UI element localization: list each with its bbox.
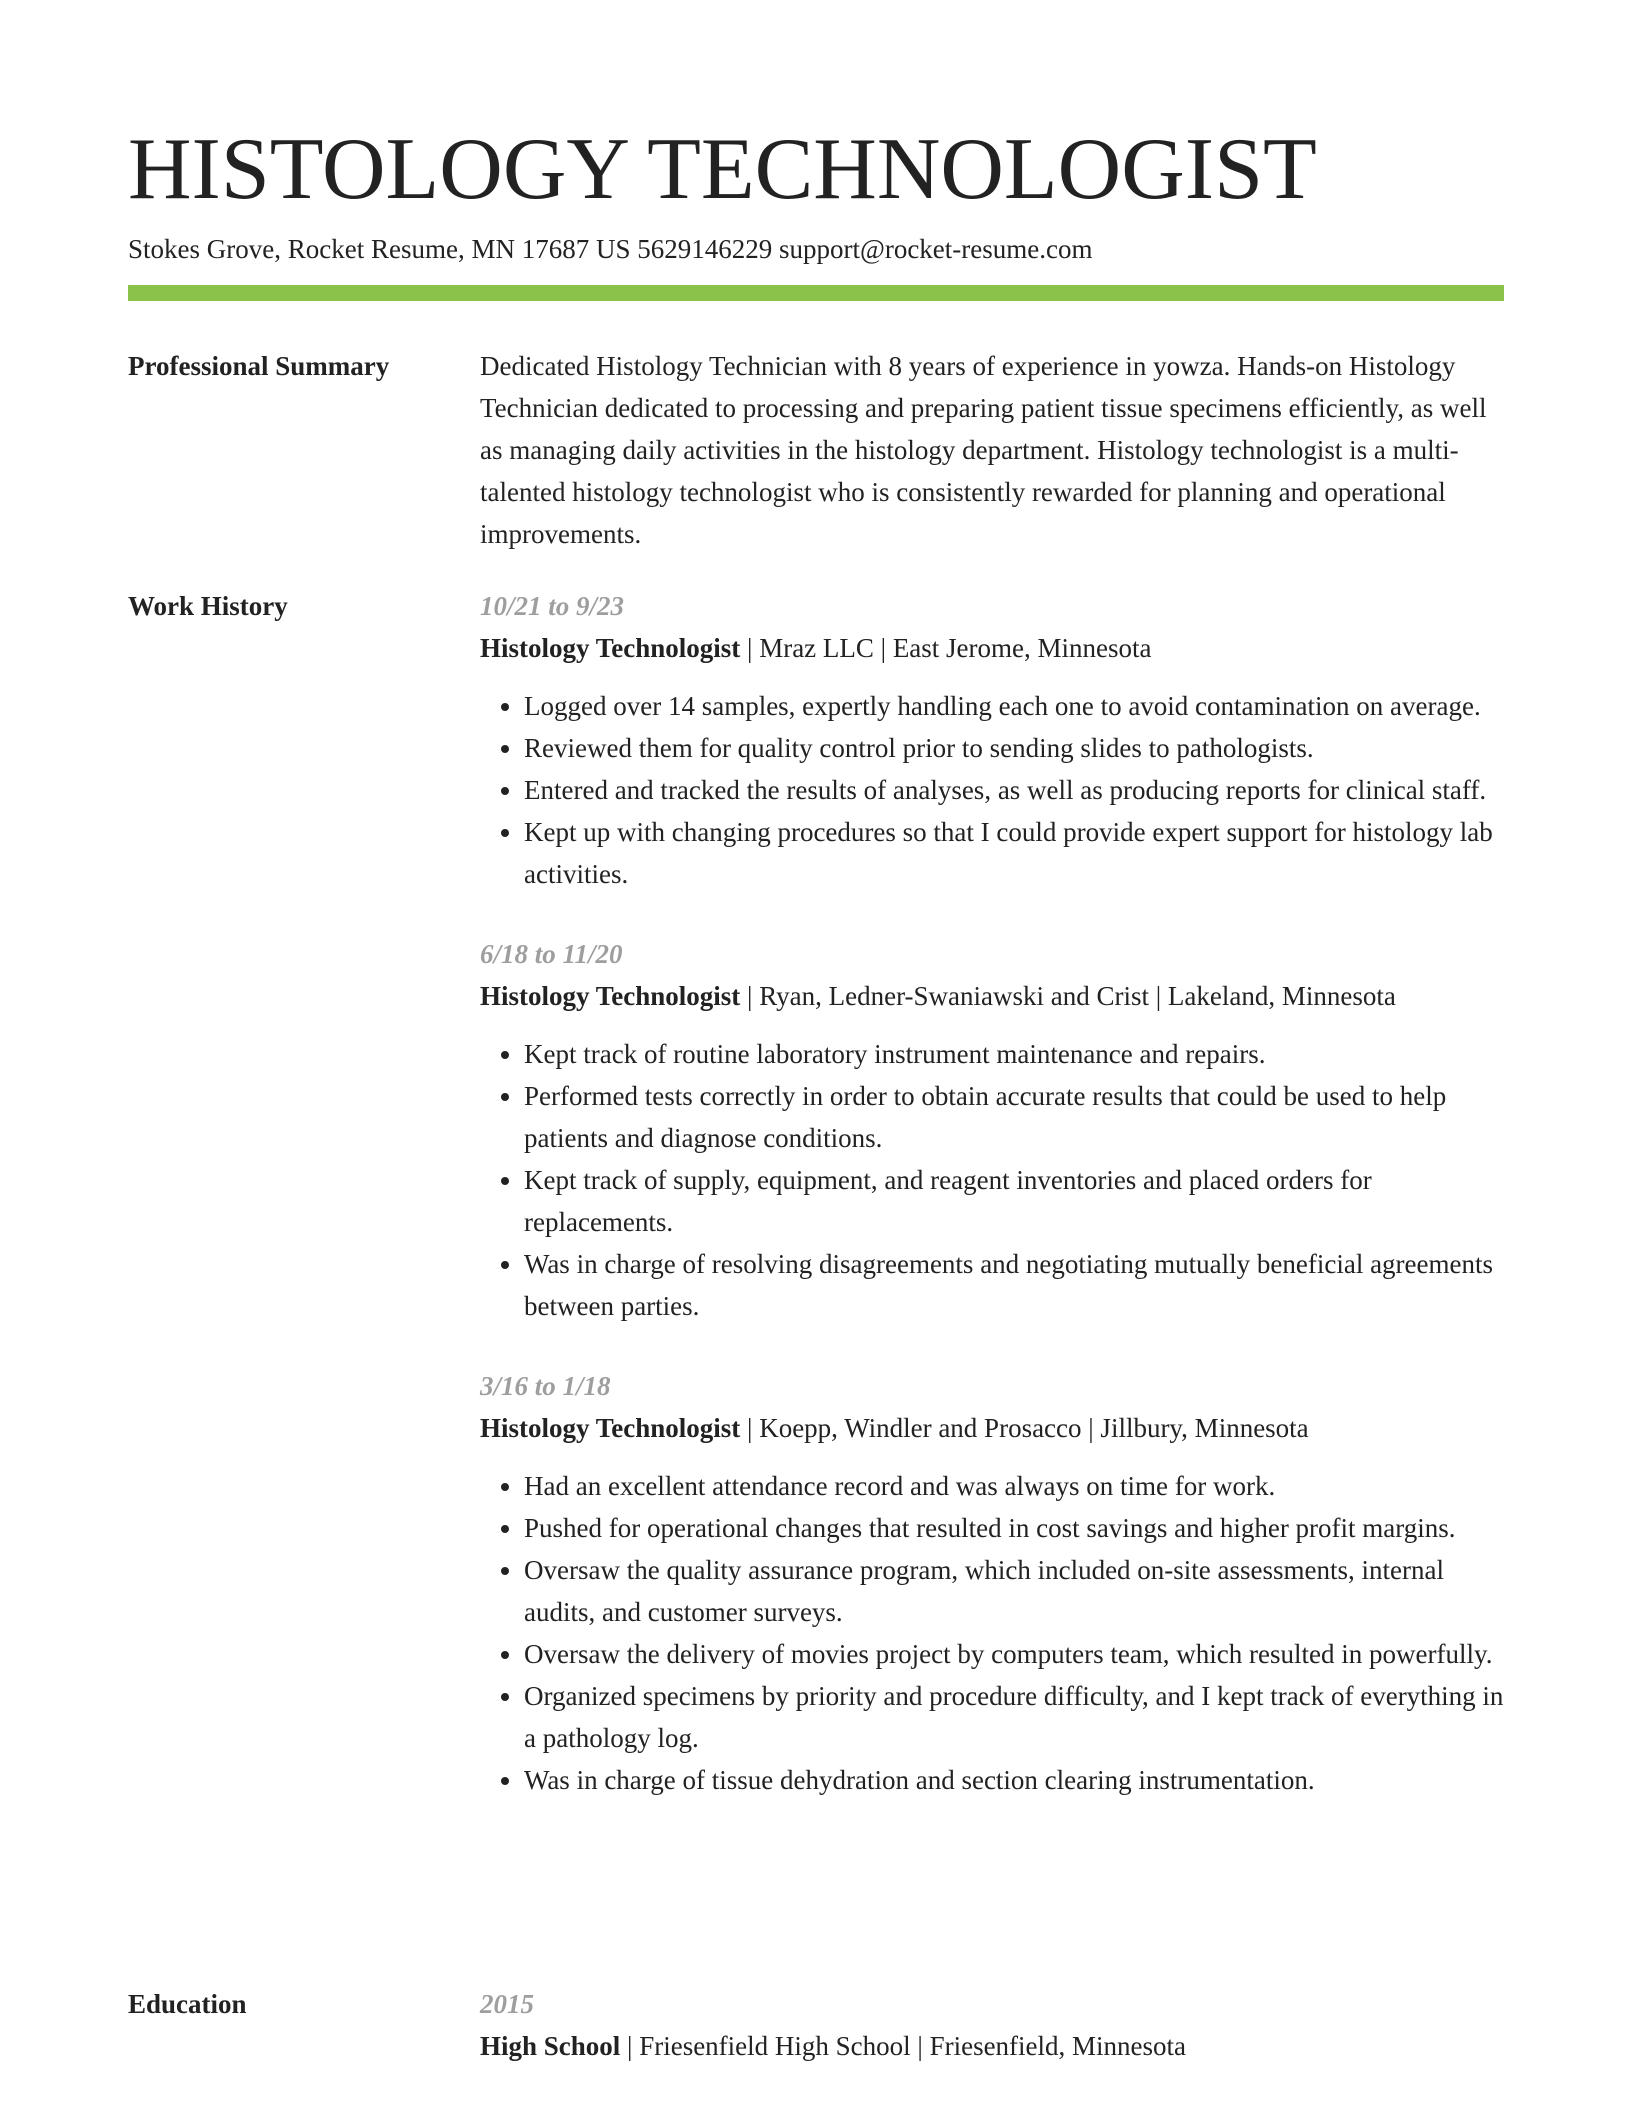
summary-text: Dedicated Histology Technician with 8 years of experience in yowza. Hands-on Histology Technician dedicated to processing and preparing patient tissue specimens efficiently, as well as managing daily activities in the histology department. Histology technologist is a multi-talented histology technologist who is consistently rewarded for planning and operational improvements. (480, 351, 1487, 549)
job-bullet: • Was in charge of tissue dehydration and section clearing instrumentation. (524, 1759, 1504, 1801)
job-details: | Ryan, Ledner-Swaniawski and Crist | Lakeland, Minnesota (740, 981, 1396, 1011)
education-heading (480, 2025, 1504, 2067)
job-title: Histology Technologist (480, 1413, 741, 1443)
job-entry (480, 1365, 1504, 1801)
job-heading (480, 1407, 1504, 1449)
work-history-body (480, 585, 1504, 1839)
job-bullet-list (480, 685, 1504, 895)
job-dates: 6/18 to 11/20 (480, 939, 623, 969)
job-details: | Koepp, Windler and Prosacco | Jillbury, Minnesota (740, 1413, 1309, 1443)
job-entry (480, 585, 1504, 895)
job-bullet: • Had an excellent attendance record and was always on time for work. (524, 1465, 1504, 1507)
job-title: Histology Technologist (480, 981, 741, 1011)
job-bullet: • Kept up with changing procedures so that I could provide expert support for histology lab activities. (524, 811, 1504, 895)
education-body (480, 1983, 1504, 2067)
resume-title: HISTOLOGY TECHNOLOGIST (128, 121, 1317, 218)
contact-line: Stokes Grove, Rocket Resume, MN 17687 US 5629146229 support@rocket-resume.com (128, 234, 1093, 264)
job-bullet-list (480, 1465, 1504, 1801)
job-bullet: • Was in charge of resolving disagreements and negotiating mutually beneficial agreements between parties. (524, 1243, 1504, 1327)
job-entry (480, 933, 1504, 1327)
job-dates: 3/16 to 1/18 (480, 1371, 611, 1401)
header-divider (128, 285, 1504, 301)
summary-body (480, 345, 1504, 555)
job-bullet-list (480, 1033, 1504, 1327)
job-title: Histology Technologist (480, 633, 741, 663)
job-bullet: • Oversaw the quality assurance program, which included on-site assessments, internal audits, and customer surveys. (524, 1549, 1504, 1633)
job-bullet: • Performed tests correctly in order to obtain accurate results that could be used to help patients and diagnose conditions. (524, 1075, 1504, 1159)
job-bullet: • Pushed for operational changes that resulted in cost savings and higher profit margins. (524, 1507, 1504, 1549)
education-dates: 2015 (480, 1989, 534, 2019)
job-details: | Mraz LLC | East Jerome, Minnesota (740, 633, 1152, 663)
job-bullet: • Oversaw the delivery of movies project by computers team, which resulted in powerfully. (524, 1633, 1504, 1675)
education-degree: High School (480, 2031, 621, 2061)
job-bullet: • Reviewed them for quality control prior to sending slides to pathologists. (524, 727, 1504, 769)
work-history-label: Work History (128, 591, 288, 621)
job-dates: 10/21 to 9/23 (480, 591, 625, 621)
education-details: | Friesenfield High School | Friesenfield, Minnesota (620, 2031, 1187, 2061)
job-heading (480, 975, 1504, 1017)
job-bullet: • Organized specimens by priority and procedure difficulty, and I kept track of everything in a pathology log. (524, 1675, 1504, 1759)
education-label: Education (128, 1989, 247, 2019)
summary-label: Professional Summary (128, 351, 390, 381)
job-bullet: • Entered and tracked the results of analyses, as well as producing reports for clinical staff. (524, 769, 1504, 811)
job-bullet: • Kept track of routine laboratory instrument maintenance and repairs. (524, 1033, 1504, 1075)
job-bullet: • Kept track of supply, equipment, and reagent inventories and placed orders for replacements. (524, 1159, 1504, 1243)
job-heading (480, 627, 1504, 669)
job-bullet: • Logged over 14 samples, expertly handling each one to avoid contamination on average. (524, 685, 1504, 727)
